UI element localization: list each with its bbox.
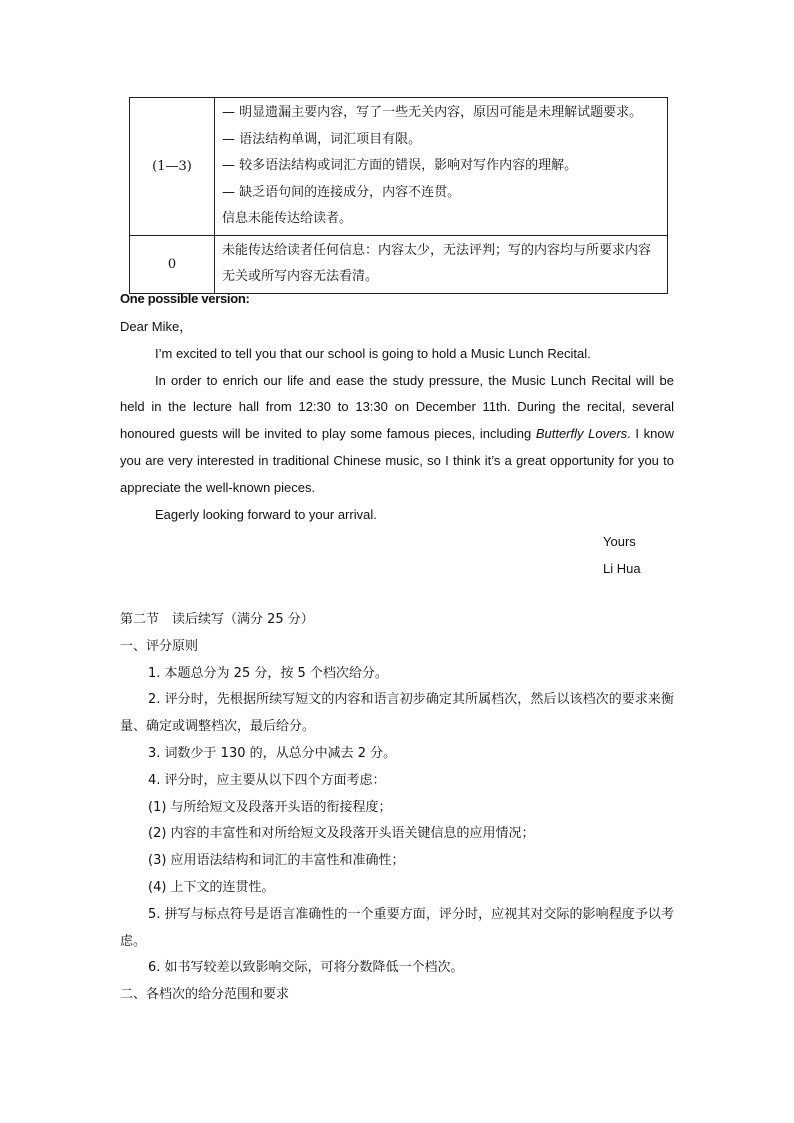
- letter-text: . I know you are very interested in traditional Chinese music, so I think it’s a great opportunity for you to appreciate the well-known pieces.: [120, 426, 674, 495]
- table-row: [130, 235, 668, 293]
- rule-item: 1. 本题总分为 25 分，按 5 个档次给分。: [148, 665, 388, 681]
- scoring-rubric-table: [129, 97, 668, 294]
- rule-item: 2. 评分时，先根据所续写短文的内容和语言初步确定其所属档次，然后以该档次的要求来衡量、确定或调整档次，最后给分。: [120, 692, 674, 735]
- criterion-line: 未能传达给读者任何信息：内容太少，无法评判；写的内容均与所要求内容无关或所写内容无法看清。: [222, 242, 652, 284]
- criterion-line: — 明显遗漏主要内容，写了一些无关内容，原因可能是未理解试题要求。: [222, 105, 643, 120]
- criterion-line: — 较多语法结构或词汇方面的错误，影响对写作内容的理解。: [222, 158, 578, 173]
- rule-item: 5. 拼写与标点符号是语言准确性的一个重要方面，评分时，应视其对交际的影响程度予以考虑。: [120, 906, 674, 949]
- rule-item: 3. 词数少于 130 的，从总分中减去 2 分。: [148, 745, 397, 761]
- letter-signature: Li Hua: [603, 561, 641, 576]
- rule-item: 6. 如书写较差以致影响交际，可将分数降低一个档次。: [148, 960, 464, 976]
- band-description-cell: [215, 98, 668, 236]
- letter-greeting: Dear Mike，: [120, 319, 193, 334]
- letter-paragraph: I’m excited to tell you that our school is going to hold a Music Lunch Recital.: [155, 345, 591, 361]
- piece-title: Butterfly Lovers: [535, 426, 628, 442]
- sample-letter: [120, 314, 674, 528]
- ranges-heading: 二、各档次的给分范围和要求: [120, 987, 290, 1003]
- letter-paragraph: [120, 368, 674, 502]
- aspect-item: (1) 与所给短文及段落开头语的衔接程度；: [148, 799, 392, 815]
- letter-text: In order to enrich our life and ease the study pressure, the Music Lunch Recital will be held in the lecture hall from 12:30 to 13:30 on December 11th. During the recital, several honoured guests will be invited to play some famous pieces, including: [120, 372, 674, 442]
- letter-closing-block: [603, 528, 641, 582]
- rule-item: 4. 评分时，应主要从以下四个方面考虑：: [148, 772, 386, 788]
- criterion-line: — 语法结构单调，词汇项目有限。: [222, 131, 422, 147]
- criterion-line: — 缺乏语句间的连接成分，内容不连贯。: [222, 184, 461, 200]
- letter-closing: Yours: [603, 534, 636, 549]
- section-title: 第二节 读后续写（满分 25 分）: [120, 612, 314, 627]
- aspect-item: (4) 上下文的连贯性。: [148, 879, 275, 895]
- criterion-line: 信息未能传达给读者。: [222, 211, 353, 226]
- aspect-item: (3) 应用语法结构和词汇的丰富性和准确性；: [148, 853, 405, 869]
- score-band-cell: 0: [130, 235, 215, 293]
- table-row: [130, 98, 668, 236]
- letter-paragraph: Eagerly looking forward to your arrival.: [155, 506, 377, 522]
- sample-heading: One possible version:: [120, 291, 250, 306]
- section-two: [120, 607, 674, 1009]
- band-description-cell: [215, 235, 668, 293]
- score-band-cell: (1—3): [130, 98, 215, 236]
- aspect-item: (2) 内容的丰富性和对所给短文及段落开头语关键信息的应用情况；: [148, 826, 535, 842]
- principles-heading: 一、评分原则: [120, 638, 199, 654]
